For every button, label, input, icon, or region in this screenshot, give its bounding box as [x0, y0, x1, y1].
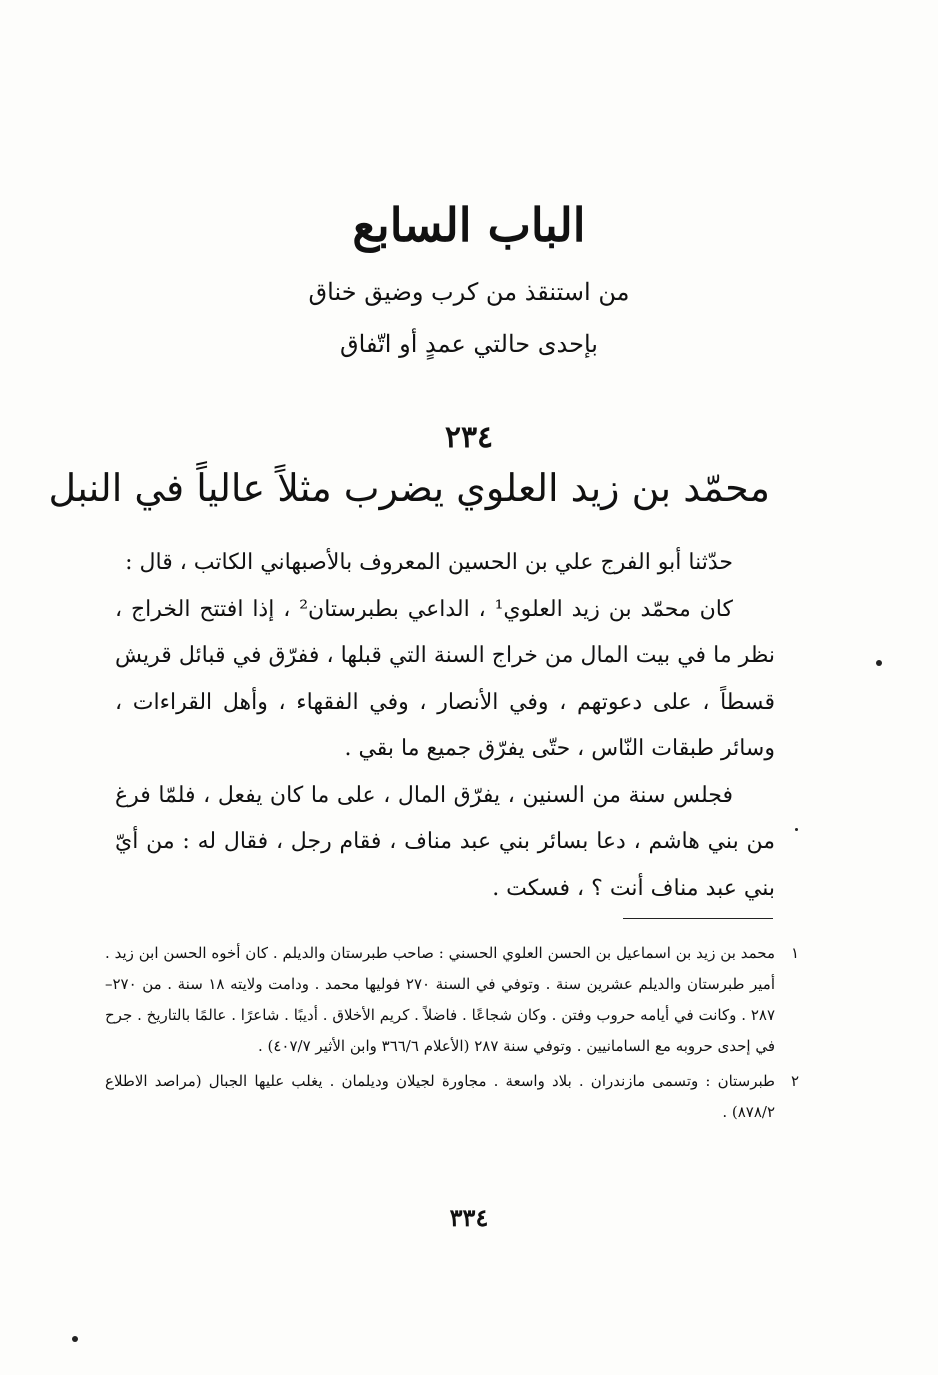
chapter-title: الباب السابع — [352, 198, 586, 252]
section-title: محمّد بن زيد العلوي يضرب مثلاً عالياً في النبل — [48, 466, 770, 510]
body-text — [115, 540, 775, 912]
body-paragraph: كان محمّد بن زيد العلوي¹ ، الداعي بطبرستان² ، إذا افتتح الخراج ، نظر ما في بيت المال من خراج السنة التي قبلها ، ففرّق في قبائل قريش قسطاً ، على دعوتهم ، وفي الأنصار ، وفي الفقهاء ، وأهل القراءات ، وسائر طبقات النّاس ، حتّى يفرّق جميع ما بقي . — [115, 596, 775, 761]
footnotes — [105, 938, 800, 1132]
footnote-divider — [623, 918, 773, 919]
section-number: ٢٣٤ — [444, 420, 494, 455]
chapter-subtitle-line1: من استنقذ من كرب وضيق خناق — [308, 278, 630, 306]
chapter-subtitle-line2: بإحدى حالتي عمدٍ أو اتّفاق — [340, 330, 598, 358]
footnote-number: ١ — [790, 944, 800, 962]
scan-speck — [876, 660, 882, 666]
page-number: ٣٣٤ — [449, 1203, 489, 1232]
body-paragraph: فجلس سنة من السنين ، يفرّق المال ، على ما كان يفعل ، فلمّا فرغ من بني هاشم ، دعا بسائر بني عبد مناف ، فقام رجل ، فقال له : من أيّ بني عبد مناف أنت ؟ ، فسكت . — [115, 782, 775, 901]
scan-speck — [72, 1336, 78, 1342]
footnote-number: ٢ — [790, 1072, 800, 1090]
footnote — [105, 1066, 800, 1128]
body-paragraph: حدّثنا أبو الفرج علي بن الحسين المعروف بالأصبهاني الكاتب ، قال : — [125, 550, 733, 575]
footnote-text: طبرستان : وتسمى مازندران . بلاد واسعة . مجاورة لجيلان وديلمان . يغلب عليها الجبال (مراصد الاطلاع ٨٧٨/٢) . — [105, 1072, 775, 1121]
footnote-text: محمد بن زيد بن اسماعيل بن الحسن العلوي الحسني : صاحب طبرستان والديلم . كان أخوه الحسن ابن زيد . أمير طبرستان والديلم عشرين سنة . وتوفي في السنة ٢٧٠ فوليها محمد . ودامت ولايته ١٨ سنة . من ٢٧٠–٢٨٧ . وكانت في أيامه حروب وفتن . وكان شجاعًا . فاضلاً . كريم الأخلاق . أديبًا . شاعرًا . عالمًا بالتاريخ . جرح في إحدى حروبه مع السامانيين . وتوفي سنة ٢٨٧ (الأعلام ٣٦٦/٦ وابن الأثير ٤٠٧/٧) . — [105, 944, 775, 1055]
scan-speck — [795, 828, 798, 831]
footnote — [105, 938, 800, 1062]
